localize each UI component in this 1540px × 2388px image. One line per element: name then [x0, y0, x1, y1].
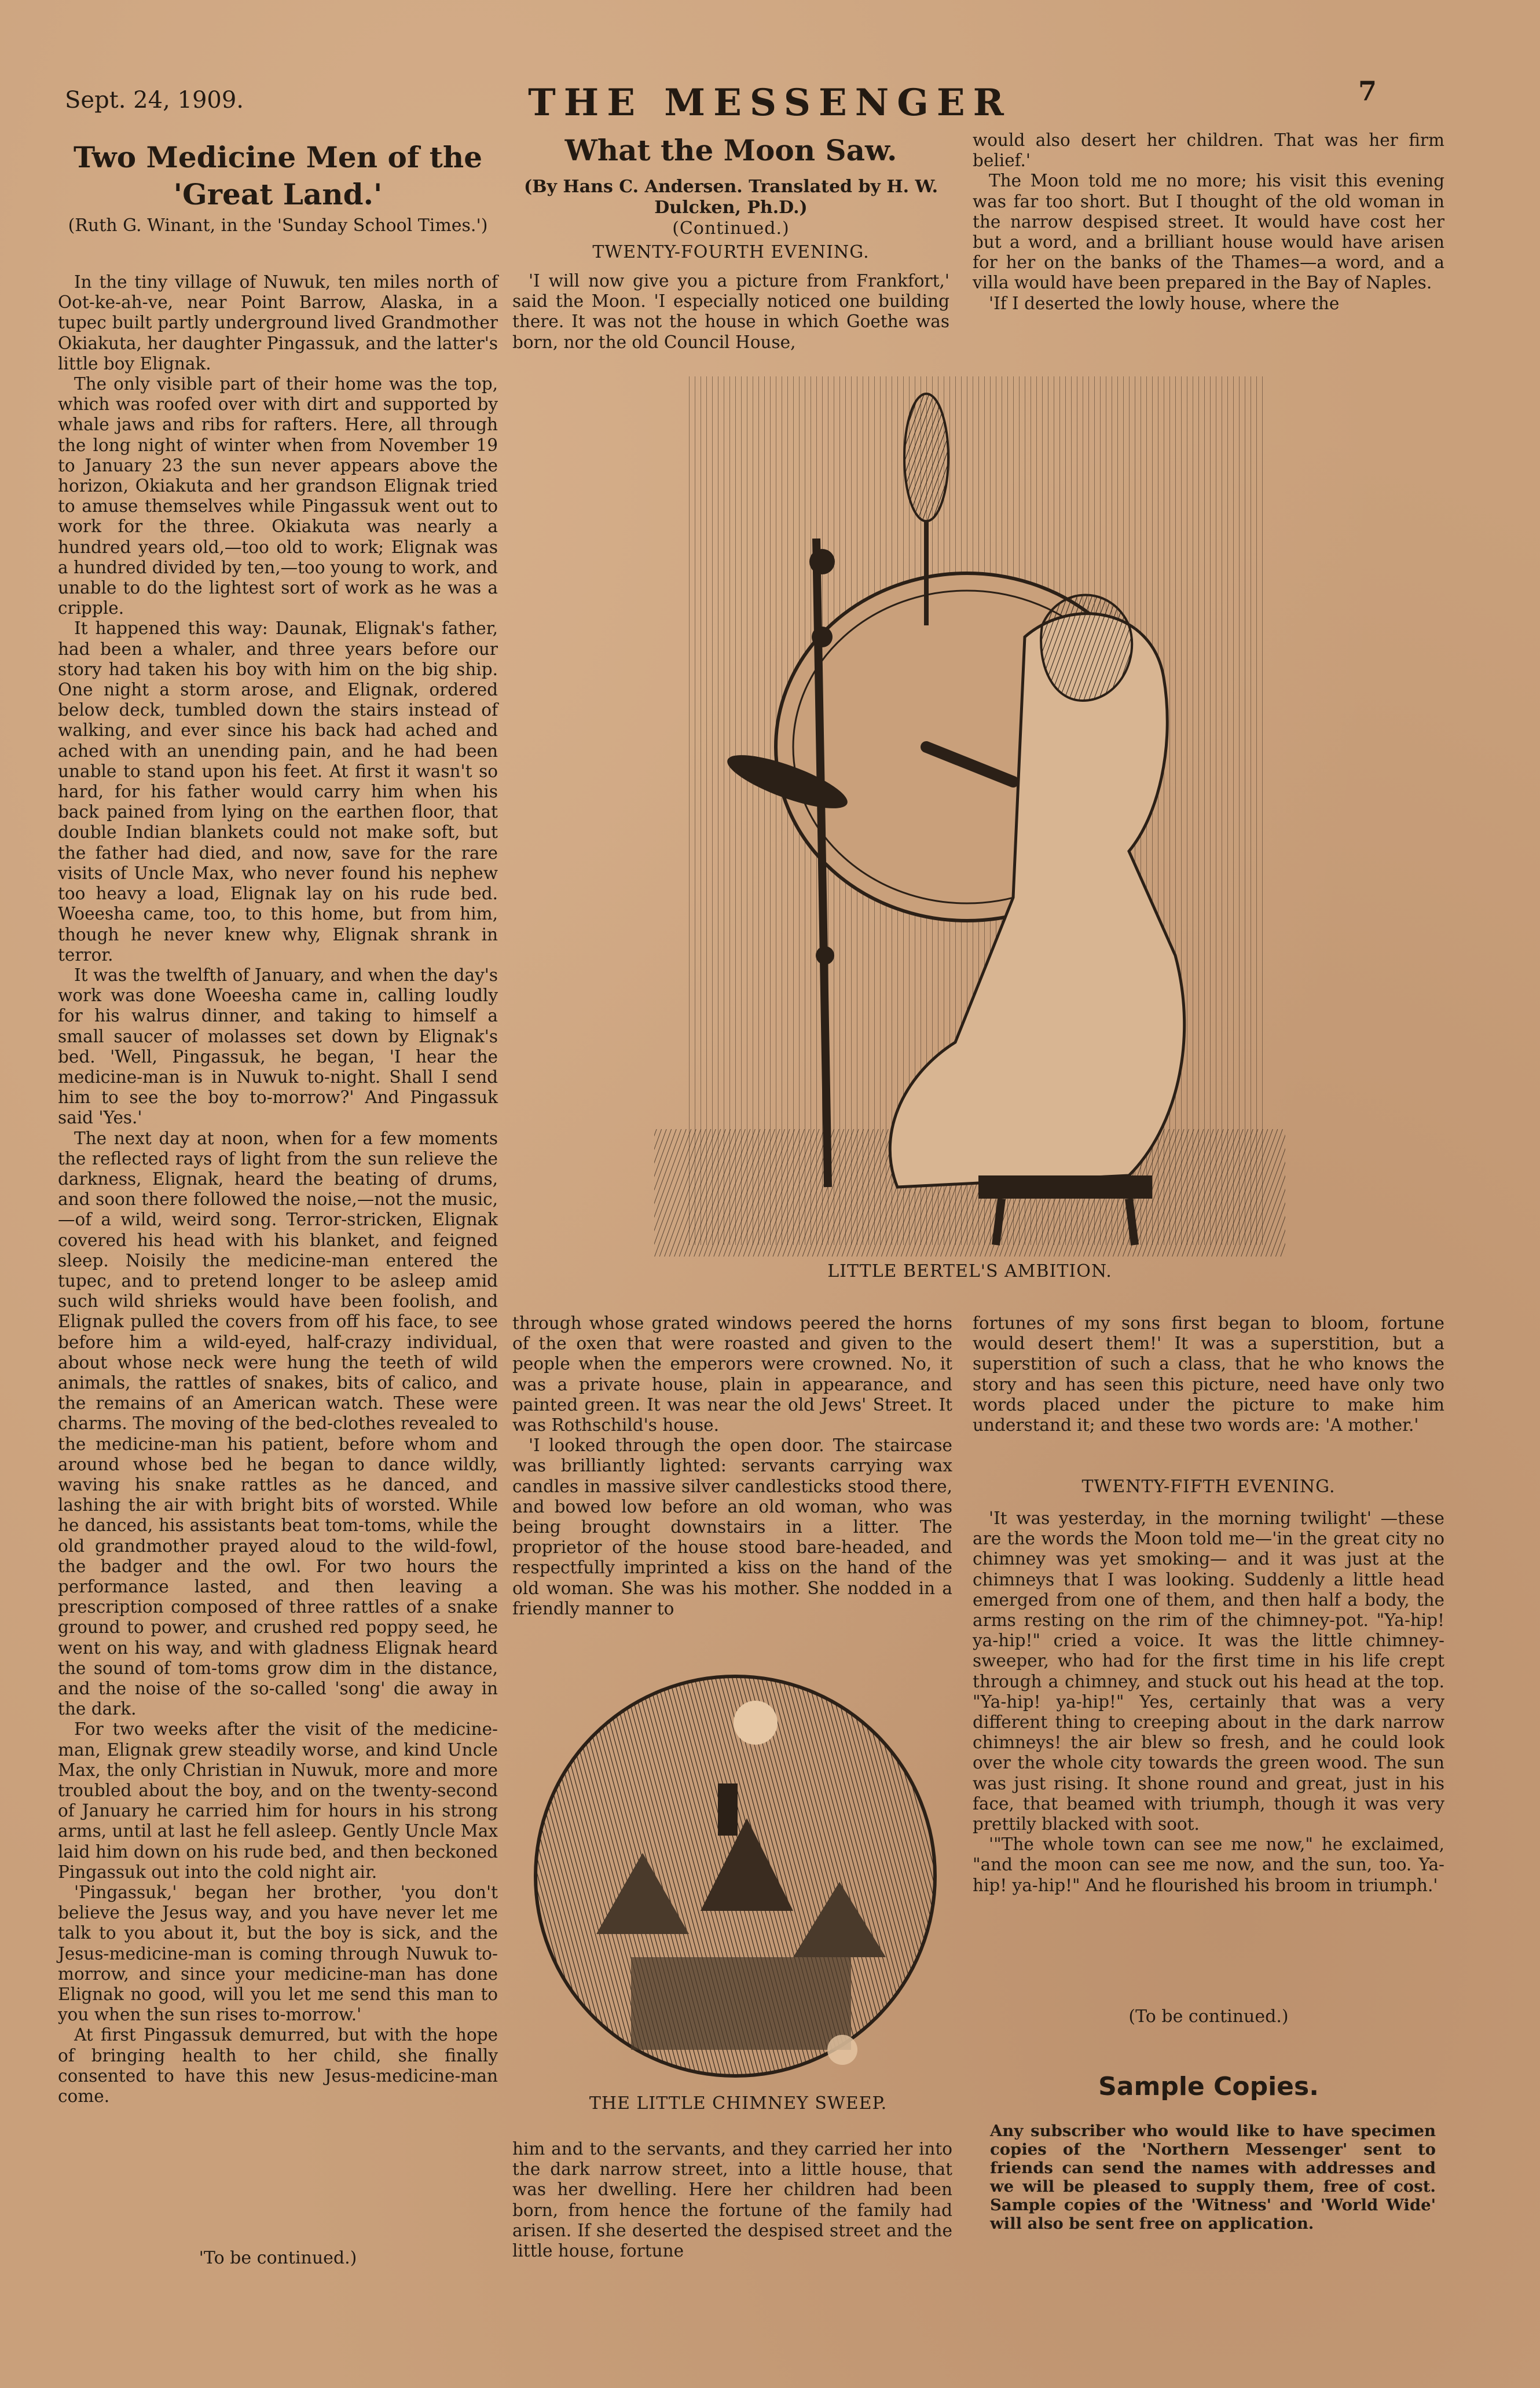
article1-paragraph: It was the twelfth of January, and when the day's work was done Woeesha came in, calling loudly for his walrus dinner, and taking to himself a small saucer of molasses set down by Elignak's bed. 'Well, Pingassuk, he began, 'I hear the medicine-man is in Nuwuk to-night. Shall I send him to see the boy to-morrow?' And Pingassuk said 'Yes.' — [58, 965, 498, 1128]
section-heading-24th-evening: TWENTY-FOURTH EVENING. — [592, 242, 870, 262]
article2-mid-bottom-text — [512, 1313, 952, 1619]
article1-paragraph: In the tiny village of Nuwuk, ten miles north of Oot-ke-ah-ve, near Point Barrow, Alaska, in a tupec built partly underground lived Grandmother Okiakuta, her daughter Pingassuk, and the latter's little boy Elignak. — [58, 272, 498, 373]
little-bertel-engraving — [654, 376, 1285, 1274]
article1-paragraph: The next day at noon, when for a few moments the reflected rays of light from the sun relieve the darkness, Elignak, heard the beating of drums, and soon there followed the noise,—not the music,—of a wild, weird song. Terror-stricken, Elignak covered his head with his blanket, and feigned sleep. Noisily the medicine-man entered the tupec, and to pretend longer to be asleep amid such wild shrieks would have been foolish, and Elignak pulled the covers from off his face, to see before him a wild-eyed, half-crazy individual, about whose neck were hung the teeth of wild animals, the rattles of snakes, bits of calico, and the remains of an American watch. These were charms. The moving of the bed-clothes revealed to the medicine-man his patient, before whom and around whose bed he began to dance wildly, waving his snake rattles as he danced, and lashing the air with bright bits of worsted. While he danced, his assistants beat tom-toms, while the old grandmother prayed aloud to the wild-fowl, the badger and the owl. For two hours the performance lasted, and then leaving a prescription composed of three rattles of a snake ground to power, and crushed red poppy seed, he went on his way, and with gladness Elignak heard the sound of tom-toms grow dim in the distance, and the noise of the so-called 'song' die away in the dark. — [58, 1128, 498, 1719]
article2-to-be-continued: (To be continued.) — [1128, 2006, 1289, 2027]
article1-paragraph: The only visible part of their home was the top, which was roofed over with dirt and supported by whale jaws and ribs for rafters. Here, all through the long night of winter when from November 19 to January 23 the sun never appears above the horizon, Okiakuta and her grandson Elignak tried to amuse themselves while Pingassuk went out to work for the three. Okiakuta was nearly a hundred years old,—too old to work; Elignak was a hundred divided by ten,—too young to work, and unable to do the lightest sort of work as he was a cripple. — [58, 374, 498, 618]
article2-paragraph: 'I will now give you a picture from Frankfort,' said the Moon. 'I especially noticed one building there. It was not the house in which Goethe was born, nor the old Council House, — [512, 271, 949, 352]
sample-copies-title: Sample Copies. — [1098, 2072, 1319, 2101]
article2-paragraph: 'If I deserted the lowly house, where the — [989, 293, 1340, 313]
article2-paragraph: '"The whole town can see me now," he exclaimed, "and the moon can see me now, and the sun, too. Ya-hip! ya-hip!" And he flourished his broom in triumph.' — [973, 1834, 1444, 1895]
article2-paragraph: 'It was yesterday, in the morning twilight' —these are the words the Moon told me—'in the great city no chimney was yet smoking— and it was just at the chimneys that I was looking. Suddenly a little head emerged from one of them, and then half a body, the arms resting on the rim of the chimney-pot. "Ya-hip! ya-hip!" cried a voice. It was the little chimney-sweeper, who had for the first time in his life crept through a chimney, and stuck out his head at the top. "Ya-hip! ya-hip!" Yes, certainly that was a very different thing to creeping about in the dark narrow chimneys! the air blew so fresh, and he could look over the whole city towards the green wood. The sun was just rising. It shone round and great, just in his face, that beamed with triumph, though it was very prettily blacked with soot. — [973, 1508, 1444, 1834]
page-number: 7 — [1358, 75, 1377, 107]
article2-paragraph: through whose grated windows peered the horns of the oxen that were roasted and given to the people when the emperors were crowned. No, it was a private house, plain in appearance, and painted green. It was near the old Jews' Street. It was Rothschild's house. — [512, 1313, 952, 1435]
chimney-sweep-engraving — [527, 1633, 944, 2142]
article2-right-top-text — [973, 130, 1444, 314]
article2-paragraph: him and to the servants, and they carried her into the dark narrow street, into a little house, that was her dwelling. Here her children had been born, from hence the fortune of the family had arisen. If she deserted the despised street and the little house, fortune — [512, 2139, 952, 2261]
article2-paragraph: 'I looked through the open door. The staircase was brilliantly lighted: servants carrying wax candles in massive silver candlesticks stood there, and bowed low before an old woman, who was being brought downstairs in a litter. The proprietor of the house stood bare-headed, and respectfully imprinted a kiss on the hand of the old woman. She was his mother. She nodded in a friendly manner to — [512, 1435, 952, 1618]
article2-byline: (By Hans C. Andersen. Translated by H. W. Dulcken, Ph.D.) — [523, 177, 938, 218]
header-date: Sept. 24, 1909. — [65, 87, 244, 113]
article1-title: Two Medicine Men of the 'Great Land.' — [73, 140, 483, 211]
article2-mid-top-text — [512, 271, 949, 353]
masthead-title: THE MESSENGER — [528, 81, 1012, 124]
illustration2-caption: THE LITTLE CHIMNEY SWEEP. — [589, 2093, 888, 2114]
article2-mid-bottom2-text — [512, 2139, 952, 2261]
illustration1-caption: LITTLE BERTEL'S AMBITION. — [827, 1261, 1112, 1281]
article1-paragraph: It happened this way: Daunak, Elignak's father, had been a whaler, and three years before our story had taken his boy with him on the big ship. One night a storm arose, and Elignak, ordered below deck, tumbled down the stairs instead of walking, and ever since his back had ached and ached with an unending pain, and he had been unable to stand upon his feet. At first it wasn't so hard, for his father would carry him when his back pained from lying on the earthen floor, that double Indian blankets could not make soft, but the father had died, and now, save for the rare visits of Uncle Max, who never found his nephew too heavy a load, Elignak lay on his rude bed. Woeesha came, too, to this home, but from him, though he never knew why, Elignak shrank in terror. — [58, 618, 498, 965]
article2-right-bottom2-text — [973, 1508, 1444, 1896]
article1-to-be-continued: 'To be continued.) — [199, 2248, 357, 2268]
article2-continued: (Continued.) — [672, 218, 790, 239]
article2-right-bottom-text — [973, 1313, 1444, 1435]
article2-paragraph: The Moon told me no more; his visit this evening was far too short. But I thought of the old woman in the narrow despised street. It would have cost her but a word, and a brilliant house would have arisen for her on the banks of the Thames—a word, and a villa would have been prepared in the Bay of Naples. — [973, 171, 1444, 293]
article1-byline: (Ruth G. Winant, in the 'Sunday School Times.') — [68, 215, 488, 236]
article2-title: What the Moon Saw. — [564, 133, 897, 167]
article1-paragraph: At first Pingassuk demurred, but with the hope of bringing health to her child, she finally consented to have this new Jesus-medicine-man come. — [58, 2025, 498, 2107]
article1-body — [58, 272, 498, 2107]
article2-paragraph: fortunes of my sons first began to bloom, fortune would desert them!' It was a superstition, but a superstition of such a class, that he who knows the story and has seen this picture, need have only two words placed under the picture to make him understand it; and these two words are: 'A mother.' — [973, 1313, 1444, 1435]
section-heading-25th-evening: TWENTY-FIFTH EVENING. — [1081, 1477, 1336, 1497]
sample-copies-text: Any subscriber who would like to have specimen copies of the 'Northern Messenger' sent to friends can send the names with addresses and we will be pleased to supply them, free of cost. Sample copies of the 'Witness' and 'World Wide' will also be sent free on application. — [990, 2122, 1436, 2233]
article1-paragraph: For two weeks after the visit of the medicine-man, Elignak grew steadily worse, and kind Uncle Max, the only Christian in Nuwuk, more and more troubled about the boy, and on the twenty-second of January he carried him for hours in his strong arms, until at last he fell asleep. Gently Uncle Max laid him down on his rude bed, and then beckoned Pingassuk out into the cold night air. — [58, 1719, 498, 1882]
article2-paragraph: would also desert her children. That was her firm belief.' — [973, 130, 1444, 171]
article1-paragraph: 'Pingassuk,' began her brother, 'you don't believe the Jesus way, and you have never let me talk to you about it, but the boy is sick, and the Jesus-medicine-man is coming through Nuwuk to-morrow, and since your medicine-man has done Elignak no good, will you let me send this man to you when the sun rises to-morrow.' — [58, 1882, 498, 2025]
